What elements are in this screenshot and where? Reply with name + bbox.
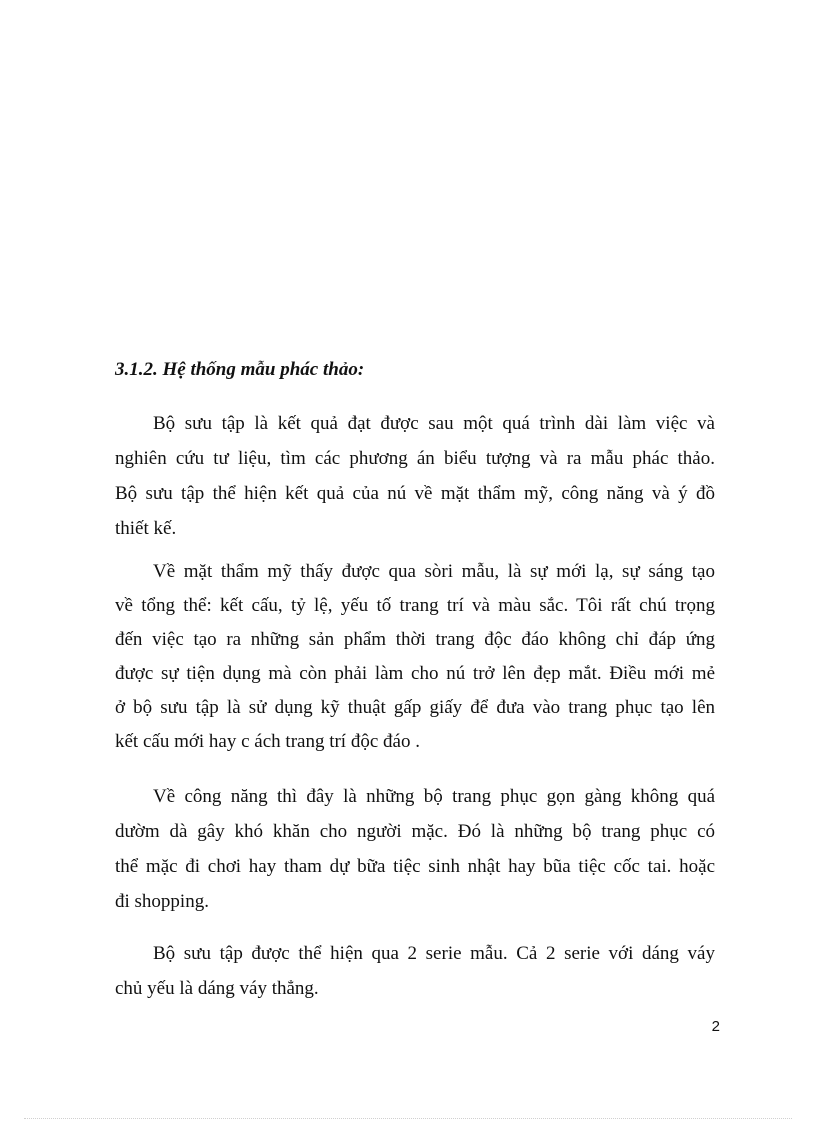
paragraph-line: về tổng thể: kết cấu, tỷ lệ, yếu tố trang trí và màu sắc. Tôi rất chú trọng xyxy=(115,595,715,616)
paragraph-line: thiết kế. xyxy=(115,518,177,539)
paragraph-line: dườm dà gây khó khăn cho người mặc. Đó là những bộ trang phục có xyxy=(115,821,715,842)
page-number: 2 xyxy=(711,1018,720,1035)
paragraph-line: Về công năng thì đây là những bộ trang phục gọn gàng không quá xyxy=(153,786,715,807)
paragraph-line: được sự tiện dụng mà còn phải làm cho nú trở lên đẹp mắt. Điều mới mẻ xyxy=(115,663,715,684)
paragraph-line: đến việc tạo ra những sản phẩm thời trang độc đáo không chỉ đáp ứng xyxy=(115,629,715,650)
section-heading: 3.1.2. Hệ thống mẫu phác thảo: xyxy=(115,359,365,380)
paragraph-line: Bộ sưu tập được thể hiện qua 2 serie mẫu. Cả 2 serie với dáng váy xyxy=(153,943,715,964)
paragraph-line: ở bộ sưu tập là sử dụng kỹ thuật gấp giấy để đưa vào trang phục tạo lên xyxy=(115,697,715,718)
paragraph-line: nghiên cứu tư liệu, tìm các phương án biểu tượng và ra mẫu phác thảo. xyxy=(115,448,715,469)
paragraph-line: Bộ sưu tập thể hiện kết quả của nú về mặt thẩm mỹ, công năng và ý đồ xyxy=(115,483,715,504)
paragraph-line: Về mặt thẩm mỹ thấy được qua sòri mẫu, là sự mới lạ, sự sáng tạo xyxy=(153,561,715,582)
page-bottom-divider xyxy=(24,1118,792,1119)
paragraph-line: kết cấu mới hay c ách trang trí độc đáo . xyxy=(115,731,420,752)
paragraph-line: thể mặc đi chơi hay tham dự bữa tiệc sinh nhật hay bũa tiệc cốc tai. hoặc xyxy=(115,856,715,877)
paragraph-line: Bộ sưu tập là kết quả đạt được sau một quá trình dài làm việc và xyxy=(153,413,715,434)
paragraph-line: chủ yếu là dáng váy thẳng. xyxy=(115,978,319,999)
paragraph-line: đi shopping. xyxy=(115,891,209,912)
